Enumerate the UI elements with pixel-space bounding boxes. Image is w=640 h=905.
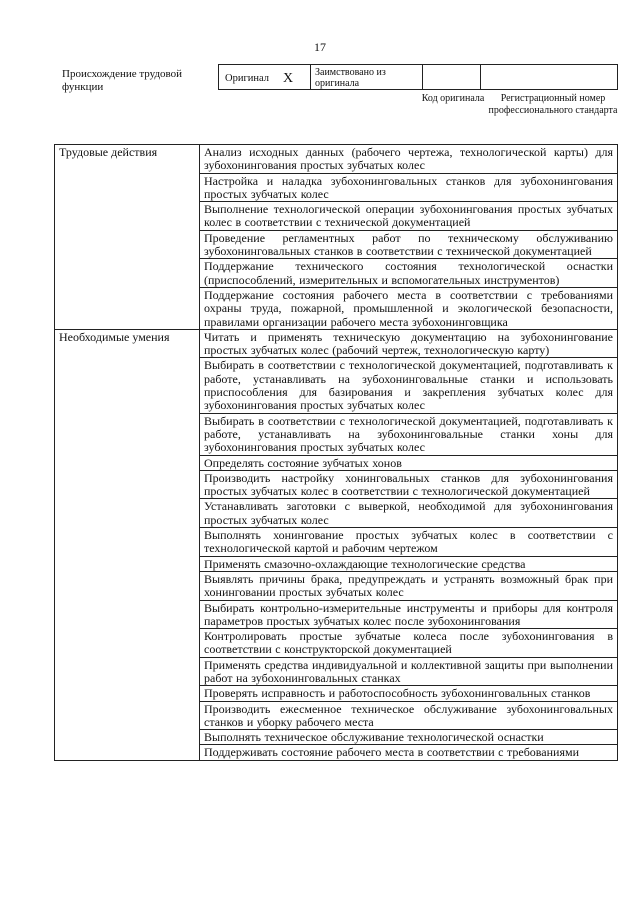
- table-cell: Устанавливать заготовки с выверкой, необходимой для зубохонингования простых зубчатых колес: [200, 499, 618, 528]
- table-cell: Поддерживать состояние рабочего места в соответствии с требованиями: [200, 745, 618, 760]
- origin-original-cell: [219, 65, 311, 89]
- table-cell: Определять состояние зубчатых хонов: [200, 455, 618, 470]
- table-cell: Выполнять техническое обслуживание технологической оснастки: [200, 730, 618, 745]
- table-cell: Читать и применять техническую документацию на зубохонингование простых зубчатых колес (рабочий чертеж, технологическую карту): [200, 329, 618, 358]
- table-cell: Выбирать в соответствии с технологической документацией, подготавливать к работе, устанавливать на зубохонинговальные станки хоны для зубохонингования простых зубчатых колес: [200, 413, 618, 455]
- origin-reg-cell: [481, 65, 617, 89]
- table-cell: Проверять исправность и работоспособность зубохонинговальных станков: [200, 686, 618, 701]
- table-row: [55, 329, 618, 358]
- table-cell: Поддержание технического состояния технологической оснастки (приспособлений, измерительных и вспомогательных инструментов): [200, 259, 618, 288]
- reg-caption: Регистрационный номер профессионального стандарта: [488, 93, 618, 116]
- table-cell: Выбирать в соответствии с технологической документацией, подготавливать к работе, устанавливать на зубохонинговальные станки и использовать приспособления для базирования и закрепления зубчатых колес для зубохонингования простых зубчатых колес: [200, 358, 618, 413]
- origin-label: Происхождение трудовой функции: [62, 68, 183, 93]
- functions-table: [54, 144, 618, 761]
- table-cell: Настройка и наладка зубохонинговальных станков для зубохонингования простых зубчатых колес: [200, 173, 618, 202]
- page-number: 17: [314, 40, 326, 54]
- origin-original-mark: X: [283, 71, 294, 86]
- table-row: [55, 145, 618, 174]
- table-cell: Поддержание состояния рабочего места в соответствии с требованиями охраны труда, пожарной, промышленной и экологической безопасности, правилами организации рабочего места зубохонинговщика: [200, 287, 618, 329]
- table-cell: Применять смазочно-охлаждающие технологические средства: [200, 556, 618, 571]
- table-cell: Производить ежесменное техническое обслуживание зубохонинговальных станков и уборку рабочего места: [200, 701, 618, 730]
- table-cell: Применять средства индивидуальной и коллективной защиты при выполнении работ на зубохонинговальных станках: [200, 657, 618, 686]
- origin-borrowed-label: Заимствовано из оригинала: [311, 65, 423, 89]
- table-cell: Контролировать простые зубчатые колеса после зубохонингования в соответствии с конструкторской документацией: [200, 629, 618, 658]
- origin-code-cell: [423, 65, 481, 89]
- table-cell: Выполнение технологической операции зубохонингования простых зубчатых колес в соответствии с технической документацией: [200, 202, 618, 231]
- origin-box: [218, 64, 618, 90]
- table-cell: Анализ исходных данных (рабочего чертежа, технологической карты) для зубохонингования простых зубчатых колес: [200, 145, 618, 174]
- table-cell: Проведение регламентных работ по техническому обслуживанию зубохонинговальных станков в соответствии с технической документацией: [200, 230, 618, 259]
- table-cell: Выявлять причины брака, предупреждать и устранять возможный брак при хонинговании простых зубчатых колес: [200, 571, 618, 600]
- table-cell: Выполнять хонингование простых зубчатых колес в соответствии с технологической картой и рабочим чертежом: [200, 528, 618, 557]
- origin-original-label: Оригинал: [225, 73, 269, 84]
- section-header: Необходимые умения: [55, 329, 200, 760]
- code-caption: Код оригинала: [421, 93, 485, 104]
- table-cell: Производить настройку хонинговальных станков для зубохонингования простых зубчатых колес в соответствии с технологической документацией: [200, 470, 618, 499]
- table-cell: Выбирать контрольно-измерительные инструменты и приборы для контроля параметров простых зубчатых колес после зубохонингования: [200, 600, 618, 629]
- section-header: Трудовые действия: [55, 145, 200, 330]
